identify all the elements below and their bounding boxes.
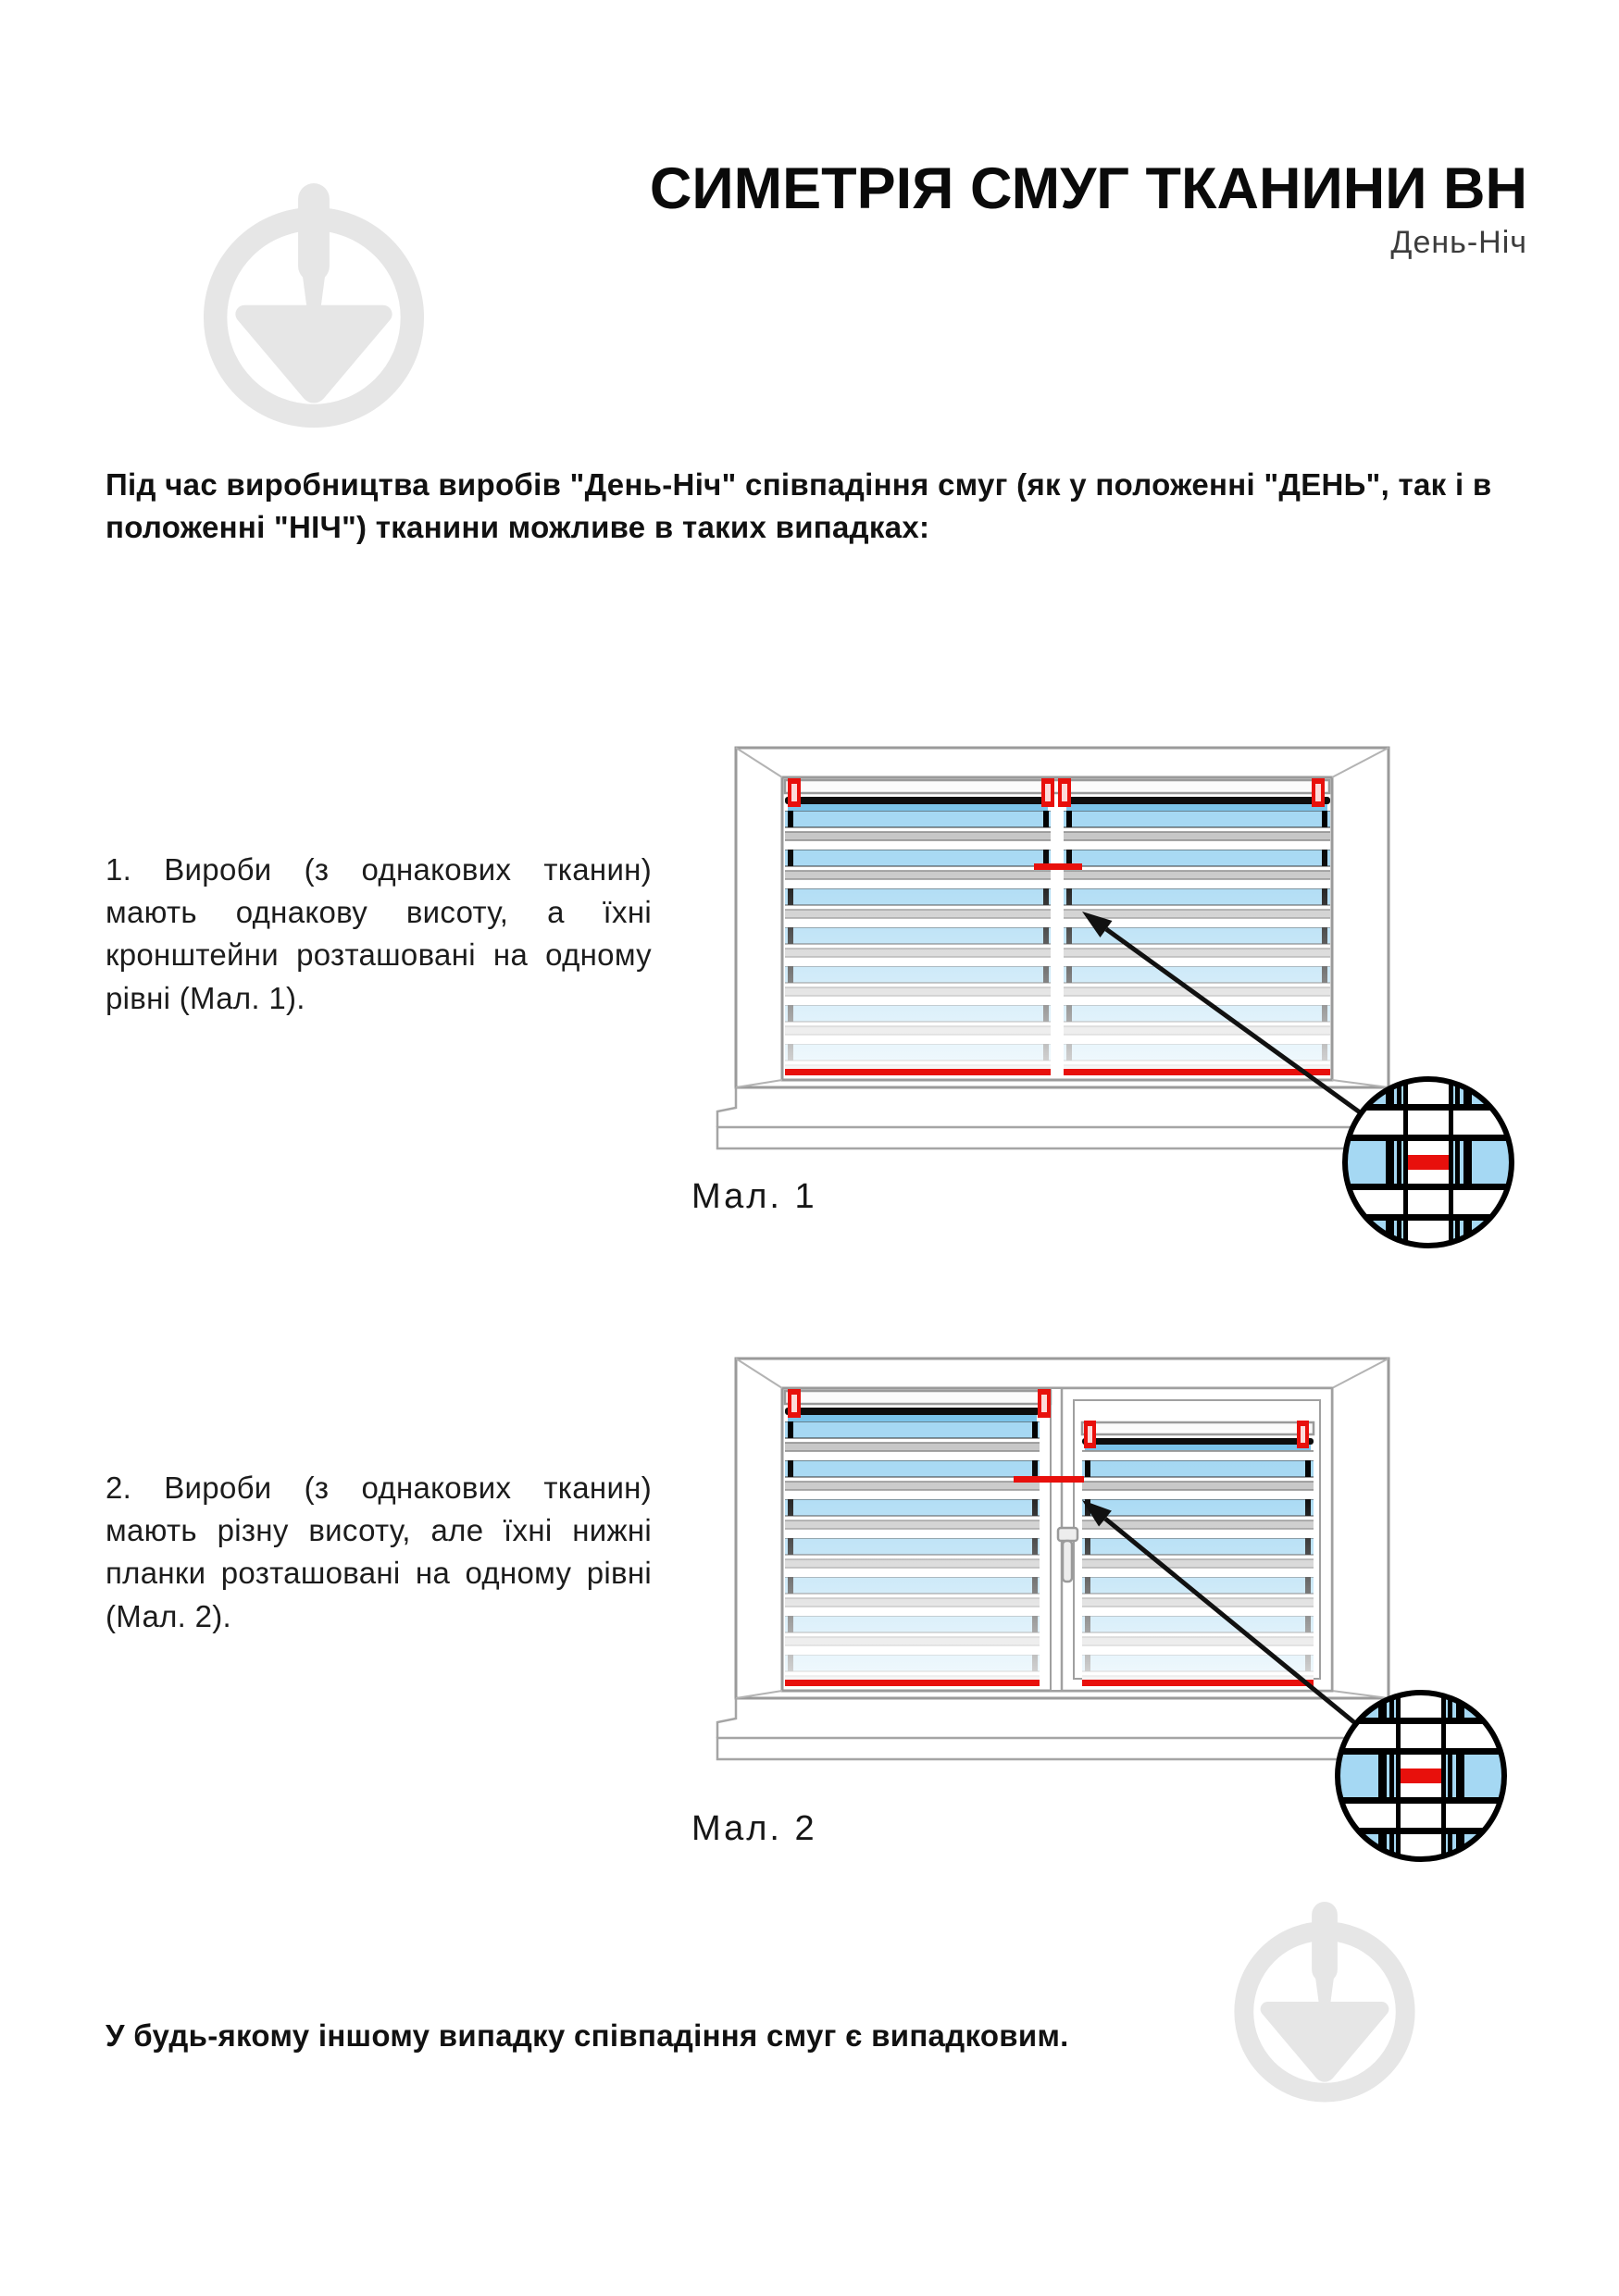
page-title: СИМЕТРІЯ СМУГ ТКАНИНИ ВН bbox=[649, 156, 1527, 222]
right-blind bbox=[1064, 797, 1330, 1075]
page-subtitle: День-Ніч bbox=[1390, 225, 1527, 260]
headrail bbox=[785, 780, 1329, 793]
alignment-mark bbox=[1014, 1476, 1084, 1483]
magnifier-inset-icon bbox=[1333, 1669, 1509, 1883]
right-blind bbox=[1082, 1438, 1314, 1686]
intro-paragraph: Під час виробництва виробів "День-Ніч" співпадіння смуг (як у положенні "ДЕНЬ", так і в положенні "НІЧ") тканини можливе в таких випадках: bbox=[106, 467, 1492, 545]
trowel-logo-icon bbox=[190, 178, 438, 435]
headrail-right bbox=[1082, 1422, 1314, 1434]
left-blind bbox=[785, 1408, 1040, 1686]
figure-2-caption: Мал. 2 bbox=[691, 1809, 817, 1848]
alignment-mark bbox=[1034, 863, 1082, 870]
headrail-left bbox=[785, 1391, 1051, 1404]
case-2-text: 2. Вироби (з однакових тканин) мають різну висоту, але їхні нижні планки розташовані на одному рівні (Мал. 2). bbox=[106, 1471, 652, 1633]
case-1-text: 1. Вироби (з однакових тканин) мають однакову висоту, а їхні кронштейни розташовані на одному рівні (Мал. 1). bbox=[106, 852, 652, 1015]
left-blind bbox=[785, 797, 1051, 1075]
figure-1-caption: Мал. 1 bbox=[691, 1177, 817, 1216]
closing-note: У будь-якому іншому випадку співпадіння смуг є випадковим. bbox=[106, 2018, 1069, 2053]
